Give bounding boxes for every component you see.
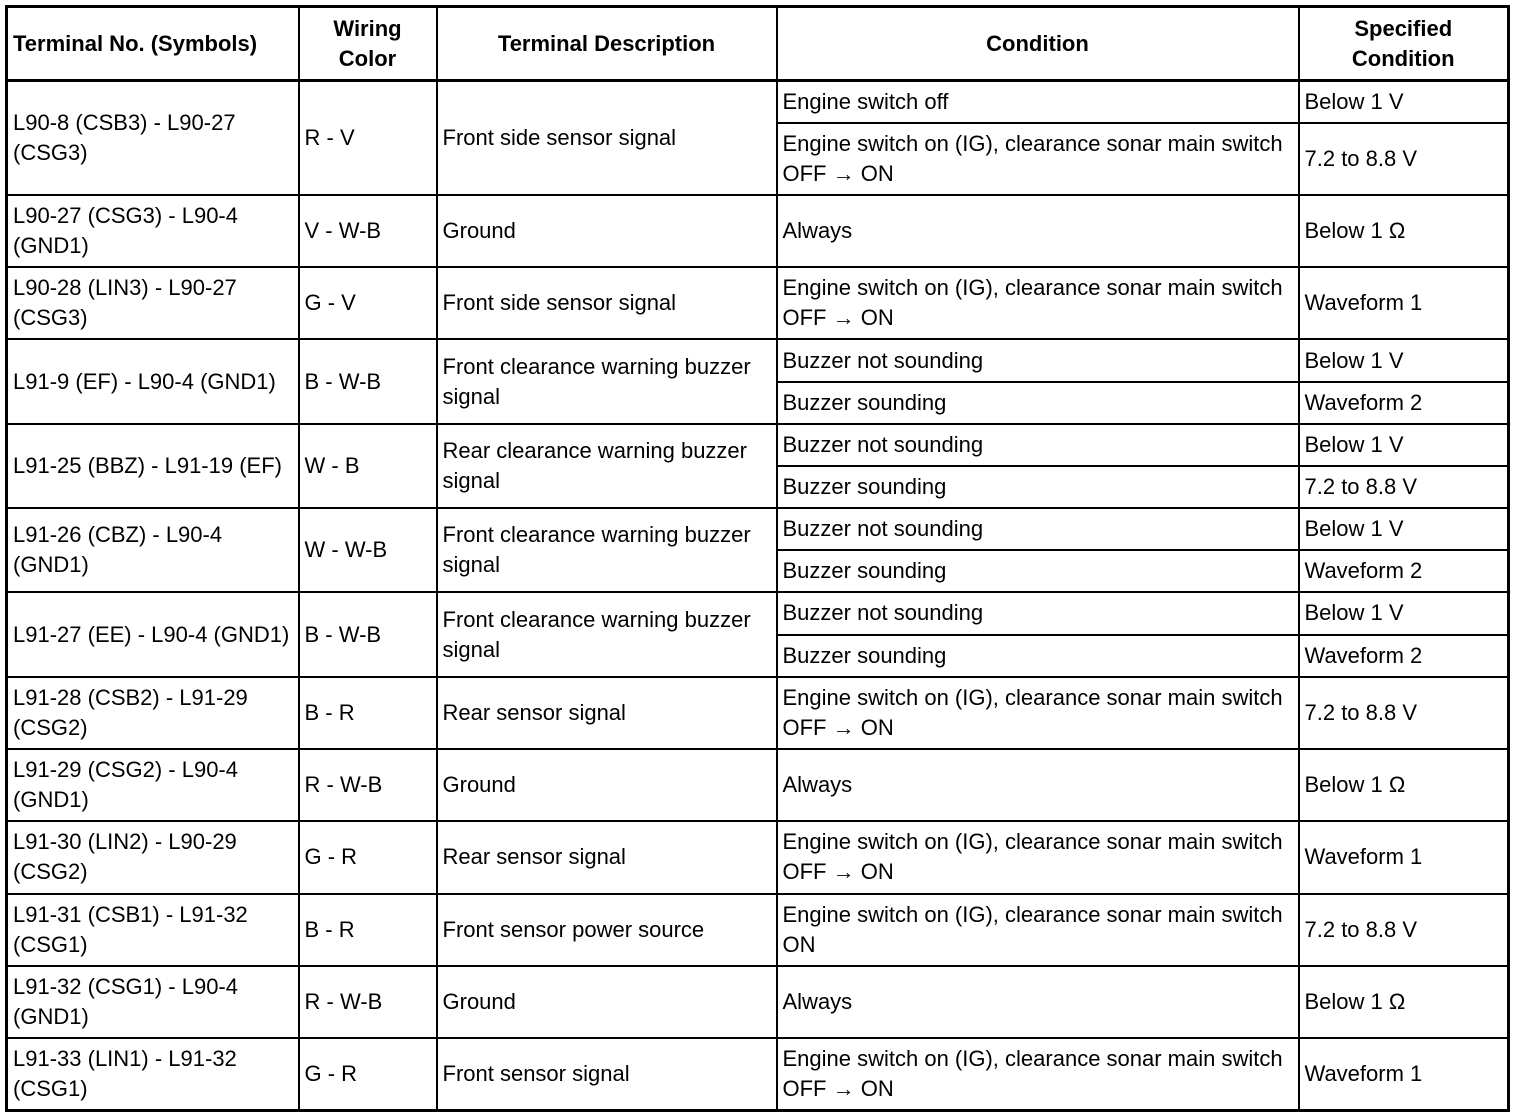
description-cell: Front side sensor signal [437,267,777,339]
wiring-color-cell: G - R [299,1038,437,1110]
terminal-cell: L91-31 (CSB1) - L91-32 (CSG1) [7,894,299,966]
wiring-color-cell: B - W-B [299,592,437,676]
condition-cell: Always [777,195,1299,267]
condition-cell: Engine switch on (IG), clearance sonar main switch ON [777,894,1299,966]
wiring-color-cell: B - W-B [299,339,437,423]
terminal-cell: L91-32 (CSG1) - L90-4 (GND1) [7,966,299,1038]
wiring-color-cell: V - W-B [299,195,437,267]
description-cell: Front side sensor signal [437,81,777,195]
wiring-color-cell: W - W-B [299,508,437,592]
header-terminal-description: Terminal Description [437,7,777,81]
terminal-spec-table [5,5,1510,1112]
header-specified-condition: Specified Condition [1299,7,1509,81]
condition-cell: Buzzer not sounding [777,339,1299,381]
specified-condition-cell: Waveform 1 [1299,1038,1509,1110]
specified-condition-cell: Below 1 Ω [1299,195,1509,267]
description-cell: Front sensor power source [437,894,777,966]
specified-condition-cell: Waveform 1 [1299,267,1509,339]
condition-cell: Buzzer sounding [777,635,1299,677]
specified-condition-cell: 7.2 to 8.8 V [1299,466,1509,508]
table-row [7,966,1509,1038]
terminal-cell: L91-27 (EE) - L90-4 (GND1) [7,592,299,676]
condition-cell: Buzzer not sounding [777,508,1299,550]
description-cell: Front clearance warning buzzer signal [437,592,777,676]
terminal-cell: L91-25 (BBZ) - L91-19 (EF) [7,424,299,508]
table-body [7,81,1509,1111]
table-row [7,508,1509,550]
header-terminal: Terminal No. (Symbols) [7,7,299,81]
condition-cell: Engine switch off [777,81,1299,123]
specified-condition-cell: Waveform 1 [1299,821,1509,893]
terminal-cell: L91-26 (CBZ) - L90-4 (GND1) [7,508,299,592]
terminal-cell: L90-8 (CSB3) - L90-27 (CSG3) [7,81,299,195]
condition-cell: Buzzer sounding [777,466,1299,508]
wiring-color-cell: R - W-B [299,966,437,1038]
specified-condition-cell: Waveform 2 [1299,635,1509,677]
condition-cell: Engine switch on (IG), clearance sonar main switch OFF → ON [777,1038,1299,1110]
table-header [7,7,1509,81]
condition-cell: Always [777,966,1299,1038]
specified-condition-cell: Waveform 2 [1299,382,1509,424]
terminal-cell: L91-9 (EF) - L90-4 (GND1) [7,339,299,423]
condition-cell: Buzzer sounding [777,550,1299,592]
wiring-color-cell: G - V [299,267,437,339]
terminal-cell: L91-29 (CSG2) - L90-4 (GND1) [7,749,299,821]
condition-cell: Engine switch on (IG), clearance sonar main switch OFF → ON [777,821,1299,893]
terminal-cell: L90-27 (CSG3) - L90-4 (GND1) [7,195,299,267]
description-cell: Front clearance warning buzzer signal [437,508,777,592]
table-row [7,821,1509,893]
table-row [7,267,1509,339]
description-cell: Rear sensor signal [437,677,777,749]
specified-condition-cell: Below 1 Ω [1299,966,1509,1038]
description-cell: Ground [437,195,777,267]
table-row [7,1038,1509,1110]
wiring-color-cell: R - V [299,81,437,195]
wiring-color-cell: R - W-B [299,749,437,821]
header-wiring-color: Wiring Color [299,7,437,81]
specified-condition-cell: Below 1 V [1299,592,1509,634]
description-cell: Rear sensor signal [437,821,777,893]
specified-condition-cell: 7.2 to 8.8 V [1299,123,1509,195]
specified-condition-cell: 7.2 to 8.8 V [1299,894,1509,966]
table-row [7,81,1509,123]
table-row [7,677,1509,749]
table-row [7,424,1509,466]
terminal-cell: L91-33 (LIN1) - L91-32 (CSG1) [7,1038,299,1110]
table-row [7,592,1509,634]
condition-cell: Buzzer sounding [777,382,1299,424]
condition-cell: Buzzer not sounding [777,424,1299,466]
table-row [7,195,1509,267]
table-row [7,749,1509,821]
description-cell: Front clearance warning buzzer signal [437,339,777,423]
header-condition: Condition [777,7,1299,81]
condition-cell: Always [777,749,1299,821]
wiring-color-cell: B - R [299,677,437,749]
terminal-cell: L90-28 (LIN3) - L90-27 (CSG3) [7,267,299,339]
description-cell: Ground [437,749,777,821]
specified-condition-cell: 7.2 to 8.8 V [1299,677,1509,749]
terminal-cell: L91-28 (CSB2) - L91-29 (CSG2) [7,677,299,749]
description-cell: Front sensor signal [437,1038,777,1110]
specified-condition-cell: Below 1 V [1299,339,1509,381]
specified-condition-cell: Waveform 2 [1299,550,1509,592]
description-cell: Rear clearance warning buzzer signal [437,424,777,508]
wiring-color-cell: W - B [299,424,437,508]
wiring-color-cell: B - R [299,894,437,966]
condition-cell: Engine switch on (IG), clearance sonar main switch OFF → ON [777,677,1299,749]
header-row [7,7,1509,81]
specified-condition-cell: Below 1 V [1299,81,1509,123]
condition-cell: Engine switch on (IG), clearance sonar main switch OFF → ON [777,123,1299,195]
terminal-cell: L91-30 (LIN2) - L90-29 (CSG2) [7,821,299,893]
specified-condition-cell: Below 1 Ω [1299,749,1509,821]
specified-condition-cell: Below 1 V [1299,508,1509,550]
table-row [7,339,1509,381]
wiring-color-cell: G - R [299,821,437,893]
condition-cell: Engine switch on (IG), clearance sonar main switch OFF → ON [777,267,1299,339]
description-cell: Ground [437,966,777,1038]
condition-cell: Buzzer not sounding [777,592,1299,634]
table-row [7,894,1509,966]
specified-condition-cell: Below 1 V [1299,424,1509,466]
